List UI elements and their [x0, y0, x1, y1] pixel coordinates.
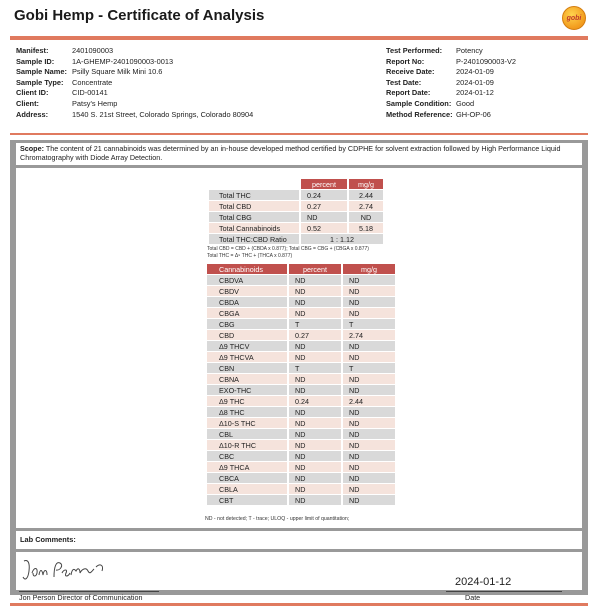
cannabinoid-mgg: T	[343, 363, 395, 373]
cannabinoid-mgg: ND	[343, 495, 395, 505]
sample-info-value: Psilly Square Milk Mini 10.6	[72, 67, 163, 77]
cannabinoid-row	[207, 484, 395, 494]
summary-mgg: 2.74	[349, 201, 383, 211]
test-info-label: Report No:	[386, 56, 425, 66]
cannabinoid-name: CBGA	[207, 308, 287, 318]
lab-comments	[16, 531, 582, 549]
cannabinoid-row	[207, 495, 395, 505]
test-info-row	[386, 57, 516, 68]
summary-row	[209, 190, 383, 200]
report-header	[14, 4, 586, 34]
cannabinoids-header-percent: percent	[289, 264, 341, 274]
cannabinoid-mgg: ND	[343, 462, 395, 472]
footnote: ND - not detected; T - trace; ULOQ - upper limit of quantitation;	[205, 516, 350, 522]
cannabinoid-row	[207, 286, 395, 296]
signed-date: 2024-01-12	[455, 576, 512, 588]
summary-name: Total CBD	[209, 201, 299, 211]
test-info-value: GH-OP-06	[456, 109, 491, 119]
summary-row	[209, 223, 383, 233]
test-info-label: Test Date:	[386, 77, 422, 87]
cannabinoid-percent: ND	[289, 462, 341, 472]
cannabinoid-mgg: ND	[343, 418, 395, 428]
cannabinoid-mgg: ND	[343, 352, 395, 362]
summary-percent: 0.27	[301, 201, 347, 211]
cannabinoid-row	[207, 308, 395, 318]
summary-row	[209, 201, 383, 211]
cannabinoid-percent: ND	[289, 297, 341, 307]
summary-ratio-row	[209, 234, 383, 244]
cannabinoids-table	[205, 263, 397, 506]
cannabinoid-percent: 0.27	[289, 330, 341, 340]
cannabinoid-name: EXO-THC	[207, 385, 287, 395]
sample-info-row	[16, 88, 253, 99]
cannabinoid-mgg: ND	[343, 429, 395, 439]
sample-info-row	[16, 99, 253, 110]
sample-info-right	[386, 46, 516, 120]
cannabinoid-name: CBCA	[207, 473, 287, 483]
cannabinoid-name: CBN	[207, 363, 287, 373]
cannabinoid-mgg: ND	[343, 407, 395, 417]
summary-mgg: 5.18	[349, 223, 383, 233]
cannabinoid-name: CBNA	[207, 374, 287, 384]
cannabinoid-row	[207, 363, 395, 373]
test-info-row	[386, 110, 516, 121]
cannabinoid-name: CBT	[207, 495, 287, 505]
sample-info-label: Address:	[16, 109, 49, 119]
summary-mgg: ND	[349, 212, 383, 222]
cannabinoid-name: CBDV	[207, 286, 287, 296]
cannabinoid-percent: ND	[289, 374, 341, 384]
sample-info-value: 1A-GHEMP-2401090003-0013	[72, 56, 174, 66]
signer-name: Jon Person Director of Communication	[19, 593, 143, 602]
cannabinoid-mgg: ND	[343, 484, 395, 494]
sample-info-row	[16, 46, 253, 57]
test-info-label: Method Reference:	[386, 109, 453, 119]
cannabinoid-percent: ND	[289, 495, 341, 505]
cannabinoid-row	[207, 297, 395, 307]
summary-percent: ND	[301, 212, 347, 222]
sample-info-value: Patsy's Hemp	[72, 98, 118, 108]
cannabinoid-percent: ND	[289, 429, 341, 439]
formula-line-1: Total CBD = CBD + (CBDA x 0.877); Total CBG = CBG + (CBGA x 0.877)	[207, 246, 369, 252]
cannabinoid-row	[207, 407, 395, 417]
signature-image	[20, 553, 110, 585]
cannabinoid-percent: T	[289, 319, 341, 329]
test-info-row	[386, 88, 516, 99]
summary-header-mgg: mg/g	[349, 179, 383, 189]
cannabinoid-row	[207, 385, 395, 395]
cannabinoid-name: Δ10-S THC	[207, 418, 287, 428]
summary-percent: 0.52	[301, 223, 347, 233]
test-info-value: P-2401090003-V2	[456, 56, 516, 66]
lab-comments-label: Lab Comments:	[20, 535, 76, 544]
cannabinoid-mgg: ND	[343, 385, 395, 395]
cannabinoid-mgg: ND	[343, 275, 395, 285]
summary-header-blank	[209, 179, 299, 189]
summary-mgg: 2.44	[349, 190, 383, 200]
summary-table	[207, 178, 385, 245]
test-info-value: Potency	[456, 46, 483, 55]
ratio-value: 1 : 1.12	[301, 234, 383, 244]
cannabinoid-mgg: ND	[343, 374, 395, 384]
cannabinoid-mgg: 2.44	[343, 396, 395, 406]
meta-rule	[10, 133, 588, 135]
ratio-label: Total THC:CBD Ratio	[209, 234, 299, 244]
sample-info-label: Sample Name:	[16, 67, 67, 77]
summary-percent: 0.24	[301, 190, 347, 200]
test-info-value: Good	[456, 98, 475, 108]
cannabinoid-mgg: ND	[343, 440, 395, 450]
cannabinoid-percent: ND	[289, 440, 341, 450]
test-info-label: Test Performed:	[386, 46, 443, 55]
cannabinoid-percent: ND	[289, 275, 341, 285]
sample-info-row	[16, 78, 253, 89]
cannabinoid-percent: ND	[289, 473, 341, 483]
test-info-value: 2024-01-12	[456, 88, 494, 98]
cannabinoid-percent: ND	[289, 418, 341, 428]
cannabinoid-percent: ND	[289, 308, 341, 318]
cannabinoid-name: Δ9 THC	[207, 396, 287, 406]
cannabinoid-mgg: T	[343, 319, 395, 329]
date-label: Date	[465, 593, 481, 602]
test-info-label: Sample Condition:	[386, 98, 452, 108]
sample-info-left	[16, 46, 253, 120]
cannabinoid-percent: ND	[289, 385, 341, 395]
cannabinoid-row	[207, 473, 395, 483]
sample-info-value: CID-00141	[72, 88, 108, 98]
cannabinoid-row	[207, 374, 395, 384]
test-info-value: 2024-01-09	[456, 67, 494, 77]
summary-name: Total CBG	[209, 212, 299, 222]
cannabinoid-mgg: ND	[343, 308, 395, 318]
cannabinoid-mgg: ND	[343, 451, 395, 461]
cannabinoid-name: CBG	[207, 319, 287, 329]
cannabinoid-name: Δ8 THC	[207, 407, 287, 417]
sample-info-label: Sample ID:	[16, 56, 55, 66]
cannabinoid-name: CBLA	[207, 484, 287, 494]
cannabinoid-row	[207, 440, 395, 450]
sample-info-row	[16, 110, 253, 121]
cannabinoid-mgg: ND	[343, 286, 395, 296]
footer-rule	[10, 603, 588, 606]
cannabinoid-row	[207, 352, 395, 362]
sample-info-label: Client:	[16, 98, 39, 108]
signature-line	[19, 591, 159, 592]
sample-info-value: 2401090003	[72, 46, 114, 55]
cannabinoids-header-mgg: mg/g	[343, 264, 395, 274]
test-info-row	[386, 78, 516, 89]
cannabinoid-row	[207, 330, 395, 340]
test-info-row	[386, 67, 516, 78]
cannabinoid-name: CBL	[207, 429, 287, 439]
cannabinoid-percent: ND	[289, 484, 341, 494]
cannabinoid-name: Δ9 THCV	[207, 341, 287, 351]
sample-info-value: 1540 S. 21st Street, Colorado Springs, Colorado 80904	[72, 109, 254, 119]
test-info-row	[386, 46, 516, 57]
sample-info-label: Client ID:	[16, 88, 49, 98]
scope-text: The content of 21 cannabinoids was determined by an in-house developed method certified by CDPHE for solvent extraction followed by High Performance Liquid Chromatography with Diode Array Detection.	[20, 144, 561, 162]
sample-info-row	[16, 57, 253, 68]
cannabinoid-row	[207, 418, 395, 428]
cannabinoid-name: CBDVA	[207, 275, 287, 285]
cannabinoid-percent: T	[289, 363, 341, 373]
summary-name: Total THC	[209, 190, 299, 200]
cannabinoid-percent: 0.24	[289, 396, 341, 406]
cannabinoid-mgg: ND	[343, 297, 395, 307]
cannabinoid-name: CBDA	[207, 297, 287, 307]
sample-info-row	[16, 67, 253, 78]
cannabinoid-name: CBC	[207, 451, 287, 461]
cannabinoid-row	[207, 462, 395, 472]
gobi-logo-icon: gobi	[562, 6, 586, 30]
scope-box: Scope: The content of 21 cannabinoids was determined by an in-house developed method certified by CDPHE for solvent extraction followed by High Performance Liquid Chromatography with Diode Array Detection.	[16, 143, 582, 165]
cannabinoid-name: Δ10-R THC	[207, 440, 287, 450]
sample-info-value: Concentrate	[72, 77, 113, 87]
formula-line-2: Total THC = Δ⁹ THC + (THCA x 0.877)	[207, 253, 293, 259]
test-info-row	[386, 99, 516, 110]
cannabinoid-name: CBD	[207, 330, 287, 340]
cannabinoid-percent: ND	[289, 407, 341, 417]
cannabinoid-row	[207, 396, 395, 406]
test-info-value: 2024-01-09	[456, 77, 494, 87]
cannabinoid-name: Δ9 THCVA	[207, 352, 287, 362]
test-info-label: Report Date:	[386, 88, 431, 98]
cannabinoids-header-name: Cannabinoids	[207, 264, 287, 274]
cannabinoid-name: Δ9 THCA	[207, 462, 287, 472]
page-title: Gobi Hemp - Certificate of Analysis	[14, 7, 265, 24]
sample-info-label: Sample Type:	[16, 77, 64, 87]
cannabinoid-percent: ND	[289, 352, 341, 362]
summary-name: Total Cannabinoids	[209, 223, 299, 233]
cannabinoid-row	[207, 341, 395, 351]
sample-info-label: Manifest:	[16, 46, 49, 55]
summary-header-percent: percent	[301, 179, 347, 189]
date-line	[446, 591, 562, 592]
header-rule	[10, 36, 588, 40]
cannabinoid-percent: ND	[289, 286, 341, 296]
cannabinoid-row	[207, 319, 395, 329]
cannabinoid-percent: ND	[289, 451, 341, 461]
test-info-label: Receive Date:	[386, 67, 435, 77]
cannabinoid-percent: ND	[289, 341, 341, 351]
cannabinoid-row	[207, 275, 395, 285]
cannabinoid-mgg: ND	[343, 473, 395, 483]
summary-row	[209, 212, 383, 222]
cannabinoid-row	[207, 429, 395, 439]
cannabinoid-mgg: 2.74	[343, 330, 395, 340]
cannabinoid-row	[207, 451, 395, 461]
cannabinoid-mgg: ND	[343, 341, 395, 351]
